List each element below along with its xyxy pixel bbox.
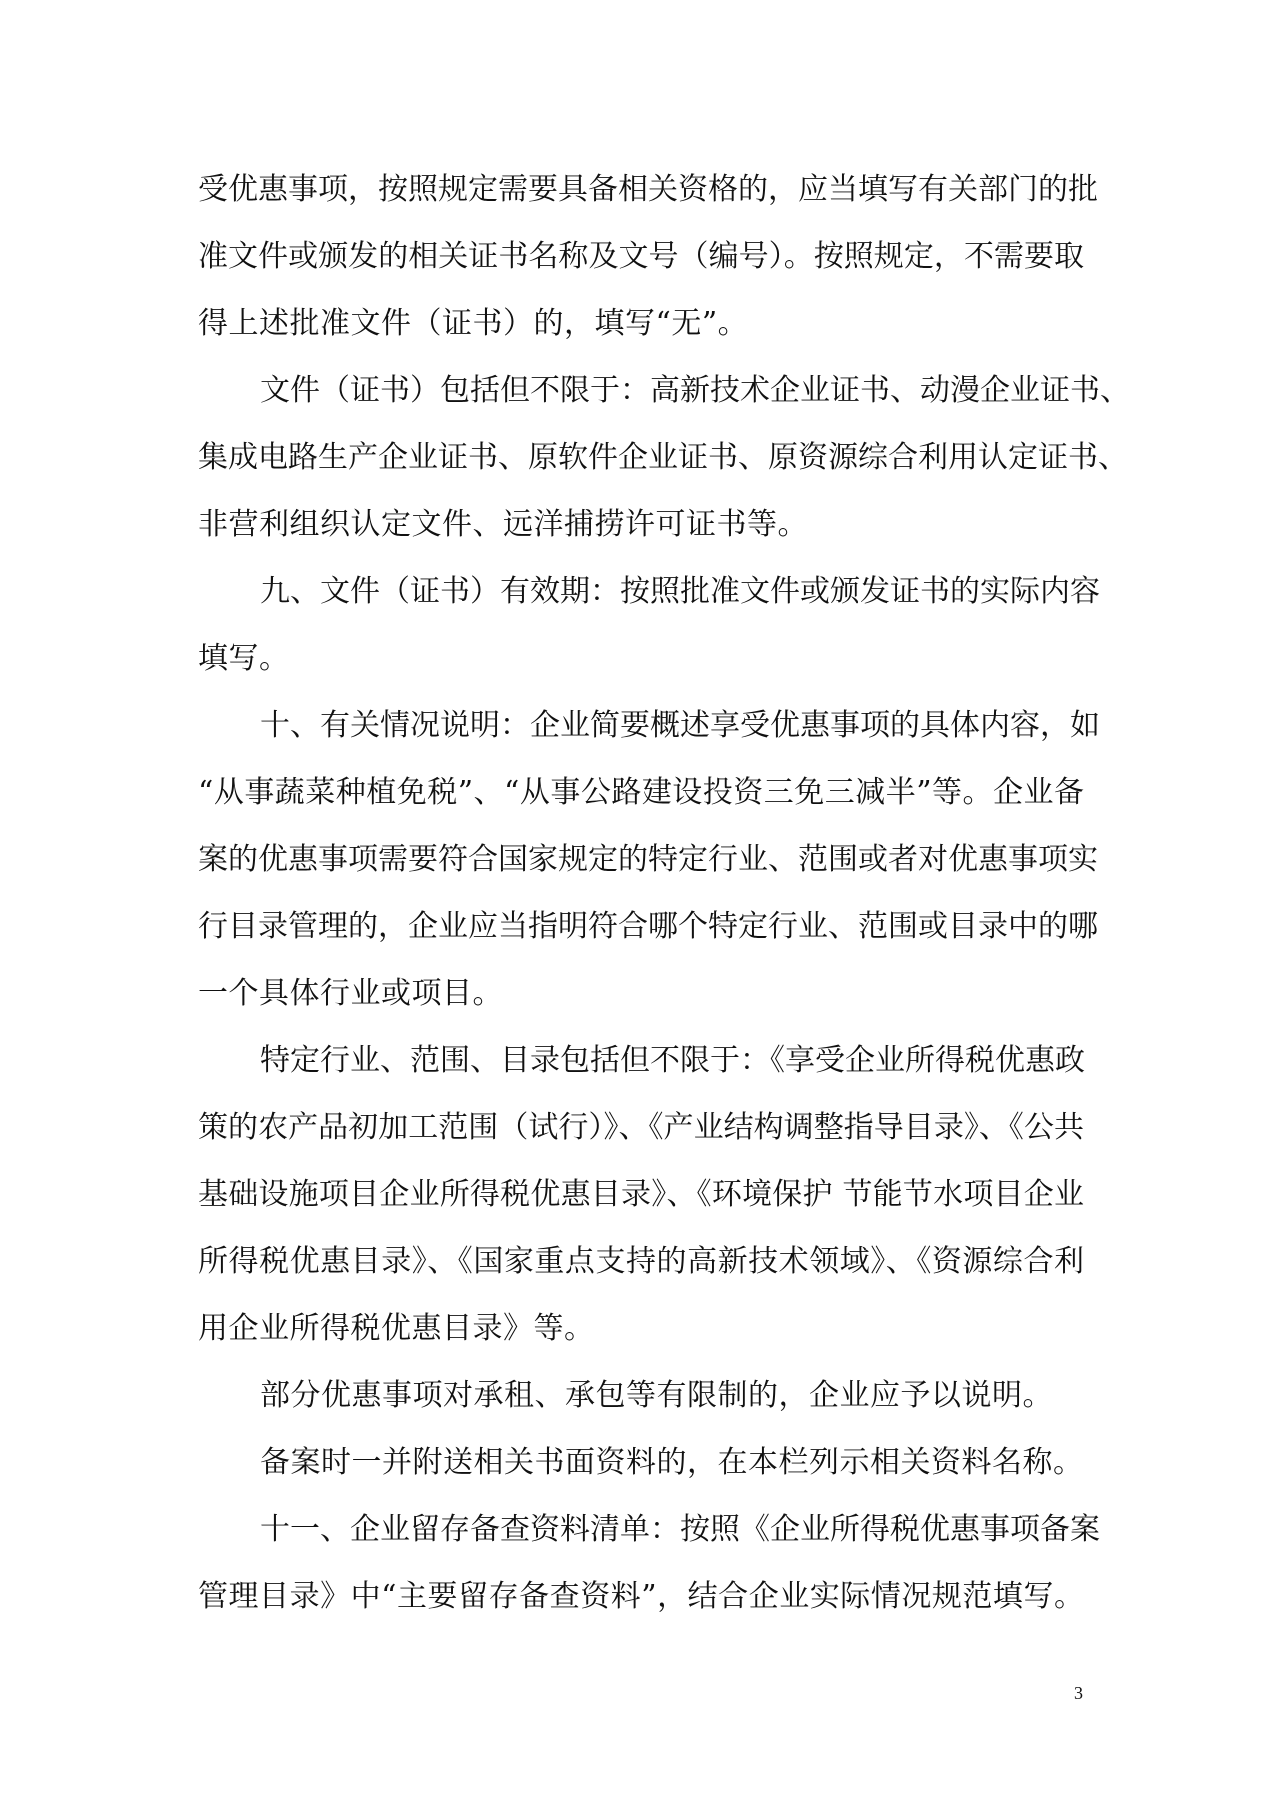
section-nine-heading-line: 九、文件（证书）有效期：按照批准文件或颁发证书的实际内容 [260,574,1100,609]
page-number: 3 [1074,1683,1083,1703]
body-line: 策的农产品初加工范围（试行）》、《产业结构调整指导目录》、《公共 [198,1110,1084,1145]
paragraph-start-line: 文件（证书）包括但不限于：高新技术企业证书、动漫企业证书、 [260,373,1130,408]
body-line: 填写。 [198,641,290,676]
body-line: 行目录管理的，企业应当指明符合哪个特定行业、范围或目录中的哪 [198,909,1098,944]
body-line: 案的优惠事项需要符合国家规定的特定行业、范围或者对优惠事项实 [198,842,1098,877]
body-line: 管理目录》中“主要留存备查资料”，结合企业实际情况规范填写。 [198,1579,1084,1614]
body-line: “从事蔬菜种植免税”、“从事公路建设投资三免三减半”等。企业备 [198,775,1084,810]
paragraph-line: 部分优惠事项对承租、承包等有限制的，企业应予以说明。 [260,1378,1053,1413]
body-line: 一个具体行业或项目。 [198,976,503,1011]
body-line: 准文件或颁发的相关证书名称及文号（编号）。按照规定，不需要取 [198,239,1084,274]
body-line: 所得税优惠目录》、《国家重点支持的高新技术领域》、《资源综合利 [198,1244,1084,1279]
paragraph-line: 备案时一并附送相关书面资料的，在本栏列示相关资料名称。 [260,1445,1084,1480]
body-line: 受优惠事项，按照规定需要具备相关资格的，应当填写有关部门的批 [198,172,1098,207]
section-eleven-heading-line: 十一、企业留存备查资料清单：按照《企业所得税优惠事项备案 [260,1512,1100,1547]
section-ten-heading-line: 十、有关情况说明：企业简要概述享受优惠事项的具体内容，如 [260,708,1100,743]
body-line: 非营利组织认定文件、远洋捕捞许可证书等。 [198,507,808,542]
body-line: 基础设施项目企业所得税优惠目录》、《环境保护 节能节水项目企业 [198,1177,1084,1212]
paragraph-start-line: 特定行业、范围、目录包括但不限于：《享受企业所得税优惠政 [260,1043,1085,1078]
body-line: 得上述批准文件（证书）的，填写“无”。 [198,306,749,341]
body-line: 集成电路生产企业证书、原软件企业证书、原资源综合利用认定证书、 [198,440,1128,475]
body-line: 用企业所得税优惠目录》等。 [198,1311,595,1346]
